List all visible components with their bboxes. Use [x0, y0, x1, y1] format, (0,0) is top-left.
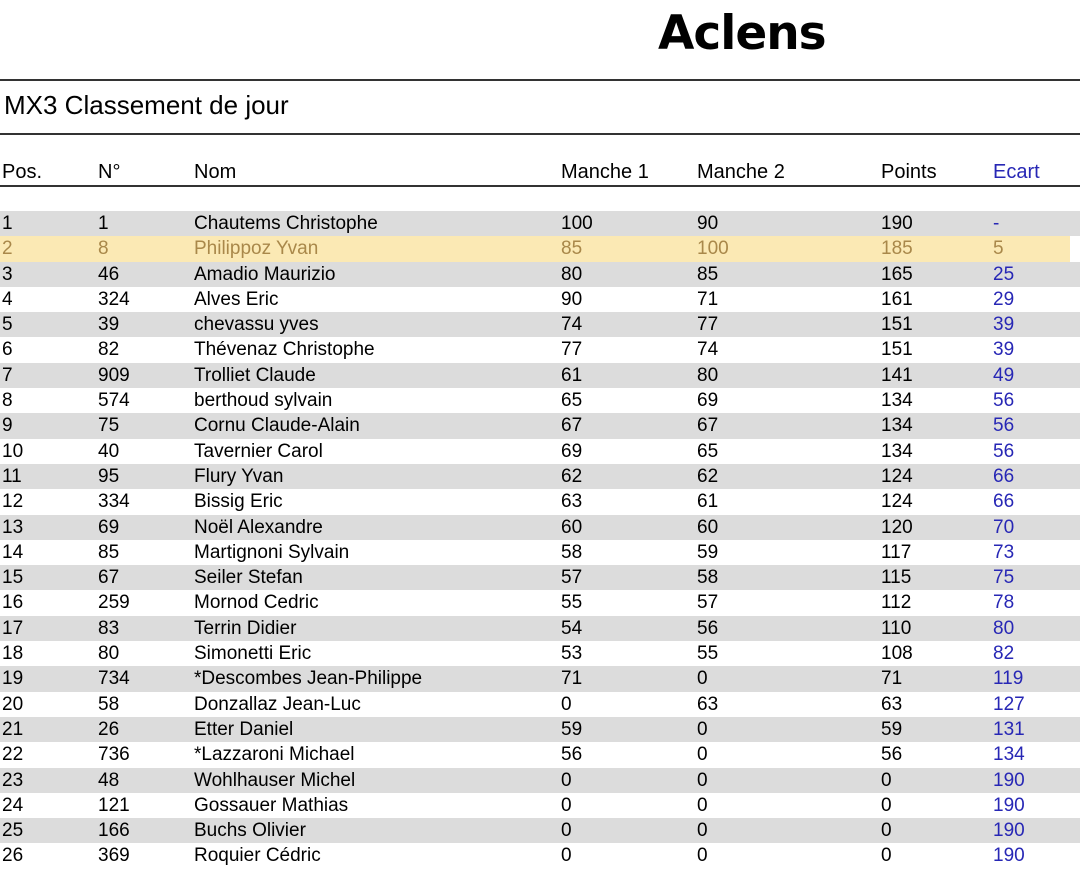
cell-pos: 7 [2, 364, 13, 386]
cell-name: Trolliet Claude [194, 364, 316, 386]
cell-manche2: 90 [697, 213, 719, 234]
cell-pos: 15 [2, 567, 24, 589]
cell-points: 71 [881, 668, 903, 690]
cell-number: 82 [98, 339, 120, 361]
column-header-manche2: Manche 2 [697, 161, 785, 183]
cell-number: 166 [98, 820, 130, 842]
cell-points: 117 [881, 541, 912, 563]
column-header-points: Points [881, 161, 937, 183]
cell-points: 141 [881, 364, 913, 386]
column-header-ecart: Ecart [993, 161, 1040, 183]
cell-name: Buchs Olivier [194, 820, 306, 842]
cell-name: Chautems Christophe [194, 213, 378, 234]
column-header-pos: Pos. [2, 161, 43, 183]
cell-pos: 20 [2, 693, 24, 715]
cell-ecart: 56 [993, 390, 1015, 412]
cell-ecart: 80 [993, 617, 1015, 639]
cell-manche1: 74 [561, 314, 583, 336]
cell-pos: 10 [2, 440, 24, 462]
top-divider [0, 79, 1080, 81]
cell-points: 115 [881, 567, 912, 589]
cell-name: Philippoz Yvan [194, 238, 319, 260]
title-divider [0, 133, 1080, 135]
table-row [0, 641, 1080, 666]
cell-name: *Lazzaroni Michael [194, 744, 355, 766]
header-divider [0, 185, 1080, 187]
cell-ecart: 5 [993, 238, 1004, 260]
cell-manche1: 60 [561, 516, 583, 538]
cell-name: *Descombes Jean-Philippe [194, 668, 423, 690]
table-row [0, 843, 1080, 868]
cell-manche1: 67 [561, 415, 583, 437]
cell-manche1: 58 [561, 541, 583, 563]
cell-name: Donzallaz Jean-Luc [194, 693, 361, 715]
cell-name: berthoud sylvain [194, 390, 333, 412]
cell-ecart: 190 [993, 820, 1025, 842]
column-header-name: Nom [194, 161, 237, 183]
cell-ecart: 119 [993, 668, 1024, 690]
cell-manche1: 59 [561, 718, 583, 740]
cell-ecart: 190 [993, 769, 1025, 791]
cell-manche2: 0 [697, 668, 708, 690]
cell-pos: 12 [2, 491, 24, 513]
page-title: MX3 Classement de jour [4, 90, 289, 120]
cell-manche1: 63 [561, 491, 583, 513]
table-row [0, 464, 1080, 489]
column-header-number: N° [98, 161, 121, 183]
cell-manche1: 0 [561, 820, 572, 842]
cell-ecart: 70 [993, 516, 1015, 538]
cell-number: 75 [98, 415, 120, 437]
table-row [0, 211, 1080, 236]
cell-number: 259 [98, 592, 130, 614]
cell-manche2: 61 [697, 491, 719, 513]
cell-points: 124 [881, 465, 913, 487]
cell-manche1: 71 [561, 668, 583, 690]
cell-points: 151 [881, 314, 913, 336]
venue-title: Aclens [658, 6, 826, 61]
cell-manche1: 100 [561, 213, 593, 234]
cell-points: 112 [881, 592, 912, 614]
cell-points: 124 [881, 491, 913, 513]
cell-ecart: 82 [993, 643, 1015, 665]
cell-manche1: 85 [561, 238, 583, 260]
cell-manche1: 0 [561, 769, 572, 791]
cell-manche2: 71 [697, 288, 719, 310]
cell-number: 574 [98, 390, 130, 412]
cell-pos: 1 [2, 213, 13, 234]
cell-manche2: 65 [697, 440, 719, 462]
cell-manche1: 0 [561, 845, 572, 867]
table-row [0, 287, 1080, 312]
cell-manche2: 57 [697, 592, 719, 614]
cell-number: 85 [98, 541, 120, 563]
cell-name: Seiler Stefan [194, 567, 303, 589]
cell-pos: 11 [2, 465, 22, 487]
table-row [0, 717, 1080, 742]
cell-name: Thévenaz Christophe [194, 339, 375, 361]
cell-name: chevassu yves [194, 314, 319, 336]
cell-ecart: 56 [993, 415, 1015, 437]
cell-pos: 2 [2, 238, 13, 260]
cell-points: 0 [881, 794, 892, 816]
cell-number: 83 [98, 617, 120, 639]
cell-pos: 5 [2, 314, 13, 336]
cell-number: 736 [98, 744, 130, 766]
table-row [0, 742, 1080, 767]
cell-manche2: 58 [697, 567, 719, 589]
cell-number: 48 [98, 769, 120, 791]
cell-pos: 6 [2, 339, 13, 361]
cell-ecart: 66 [993, 491, 1015, 513]
cell-ecart: 134 [993, 744, 1025, 766]
cell-ecart: 56 [993, 440, 1015, 462]
table-row [0, 439, 1080, 464]
cell-points: 63 [881, 693, 903, 715]
cell-manche1: 0 [561, 794, 572, 816]
cell-manche2: 67 [697, 415, 719, 437]
cell-manche2: 0 [697, 769, 708, 791]
cell-manche2: 85 [697, 263, 719, 285]
cell-number: 734 [98, 668, 130, 690]
table-row [0, 540, 1080, 565]
table-row [0, 616, 1080, 641]
cell-number: 334 [98, 491, 130, 513]
cell-name: Alves Eric [194, 288, 279, 310]
cell-pos: 26 [2, 845, 24, 867]
table-row [0, 692, 1080, 717]
cell-number: 121 [98, 794, 130, 816]
cell-number: 26 [98, 718, 120, 740]
cell-manche1: 62 [561, 465, 583, 487]
cell-manche1: 77 [561, 339, 583, 361]
cell-pos: 3 [2, 263, 13, 285]
cell-points: 190 [881, 213, 913, 234]
table-row [0, 363, 1080, 388]
cell-ecart: 39 [993, 314, 1015, 336]
cell-points: 185 [881, 238, 913, 260]
cell-number: 67 [98, 567, 120, 589]
cell-manche1: 55 [561, 592, 583, 614]
column-header-manche1: Manche 1 [561, 161, 649, 183]
cell-points: 59 [881, 718, 903, 740]
cell-pos: 21 [2, 718, 24, 740]
cell-manche2: 69 [697, 390, 719, 412]
table-row [0, 793, 1080, 818]
table-row [0, 337, 1080, 362]
table-header [0, 158, 1080, 186]
cell-ecart: 78 [993, 592, 1015, 614]
cell-ecart: 73 [993, 541, 1015, 563]
cell-manche2: 100 [697, 238, 729, 260]
cell-points: 0 [881, 845, 892, 867]
cell-number: 95 [98, 465, 120, 487]
cell-points: 134 [881, 440, 913, 462]
cell-ecart: - [993, 213, 1000, 234]
cell-name: Simonetti Eric [194, 643, 312, 665]
cell-pos: 13 [2, 516, 24, 538]
cell-points: 0 [881, 769, 892, 791]
cell-points: 134 [881, 390, 913, 412]
cell-number: 1 [98, 213, 109, 234]
table-row [0, 262, 1080, 287]
cell-manche2: 0 [697, 718, 708, 740]
cell-number: 58 [98, 693, 120, 715]
cell-name: Tavernier Carol [194, 440, 323, 462]
cell-pos: 18 [2, 643, 24, 665]
cell-points: 56 [881, 744, 903, 766]
cell-ecart: 75 [993, 567, 1015, 589]
cell-name: Terrin Didier [194, 617, 297, 639]
cell-name: Cornu Claude-Alain [194, 415, 360, 437]
cell-name: Mornod Cedric [194, 592, 319, 614]
cell-number: 909 [98, 364, 130, 386]
cell-name: Flury Yvan [194, 465, 284, 487]
cell-manche2: 77 [697, 314, 719, 336]
cell-number: 80 [98, 643, 120, 665]
cell-name: Noël Alexandre [194, 516, 323, 538]
cell-manche1: 53 [561, 643, 583, 665]
cell-name: Etter Daniel [194, 718, 294, 740]
table-row [0, 236, 1070, 261]
cell-manche1: 54 [561, 617, 583, 639]
cell-name: Bissig Eric [194, 491, 283, 513]
table-row [0, 565, 1080, 590]
cell-manche2: 63 [697, 693, 719, 715]
cell-number: 40 [98, 440, 120, 462]
cell-pos: 25 [2, 820, 24, 842]
cell-manche1: 61 [561, 364, 583, 386]
cell-manche2: 60 [697, 516, 719, 538]
cell-manche2: 55 [697, 643, 719, 665]
cell-ecart: 131 [993, 718, 1025, 740]
cell-ecart: 190 [993, 794, 1025, 816]
table-row [0, 413, 1080, 438]
cell-points: 134 [881, 415, 913, 437]
cell-pos: 14 [2, 541, 24, 563]
table-row [0, 388, 1080, 413]
cell-name: Wohlhauser Michel [194, 769, 356, 791]
cell-manche2: 0 [697, 744, 708, 766]
cell-number: 324 [98, 288, 130, 310]
cell-number: 39 [98, 314, 120, 336]
results-table-body [0, 211, 1080, 869]
cell-number: 46 [98, 263, 120, 285]
cell-manche1: 57 [561, 567, 583, 589]
cell-manche2: 0 [697, 794, 708, 816]
table-row [0, 818, 1080, 843]
cell-name: Roquier Cédric [194, 845, 321, 867]
cell-pos: 17 [2, 617, 24, 639]
cell-points: 165 [881, 263, 913, 285]
cell-points: 161 [881, 288, 913, 310]
cell-ecart: 49 [993, 364, 1015, 386]
cell-pos: 22 [2, 744, 24, 766]
cell-name: Martignoni Sylvain [194, 541, 350, 563]
cell-manche2: 0 [697, 820, 708, 842]
cell-manche2: 74 [697, 339, 719, 361]
cell-name: Amadio Maurizio [194, 263, 336, 285]
cell-ecart: 66 [993, 465, 1015, 487]
cell-pos: 16 [2, 592, 24, 614]
cell-manche1: 65 [561, 390, 583, 412]
cell-ecart: 25 [993, 263, 1015, 285]
cell-manche1: 90 [561, 288, 583, 310]
table-row [0, 312, 1080, 337]
cell-points: 151 [881, 339, 913, 361]
cell-manche1: 56 [561, 744, 583, 766]
cell-ecart: 190 [993, 845, 1025, 867]
cell-ecart: 39 [993, 339, 1015, 361]
cell-pos: 23 [2, 769, 24, 791]
table-row [0, 515, 1080, 540]
cell-manche2: 80 [697, 364, 719, 386]
cell-ecart: 127 [993, 693, 1025, 715]
cell-points: 0 [881, 820, 892, 842]
cell-manche1: 69 [561, 440, 583, 462]
cell-ecart: 29 [993, 288, 1015, 310]
cell-manche2: 59 [697, 541, 719, 563]
cell-manche2: 62 [697, 465, 719, 487]
table-row [0, 768, 1080, 793]
cell-points: 120 [881, 516, 913, 538]
cell-manche1: 0 [561, 693, 572, 715]
cell-pos: 9 [2, 415, 13, 437]
table-row [0, 666, 1080, 691]
cell-manche2: 56 [697, 617, 719, 639]
cell-number: 69 [98, 516, 120, 538]
cell-pos: 8 [2, 390, 13, 412]
cell-manche1: 80 [561, 263, 583, 285]
cell-points: 108 [881, 643, 913, 665]
cell-points: 110 [881, 617, 912, 639]
cell-number: 8 [98, 238, 109, 260]
cell-name: Gossauer Mathias [194, 794, 349, 816]
cell-pos: 24 [2, 794, 24, 816]
cell-number: 369 [98, 845, 130, 867]
table-row [0, 489, 1080, 514]
cell-manche2: 0 [697, 845, 708, 867]
table-row [0, 590, 1080, 615]
cell-pos: 4 [2, 288, 13, 310]
cell-pos: 19 [2, 668, 24, 690]
